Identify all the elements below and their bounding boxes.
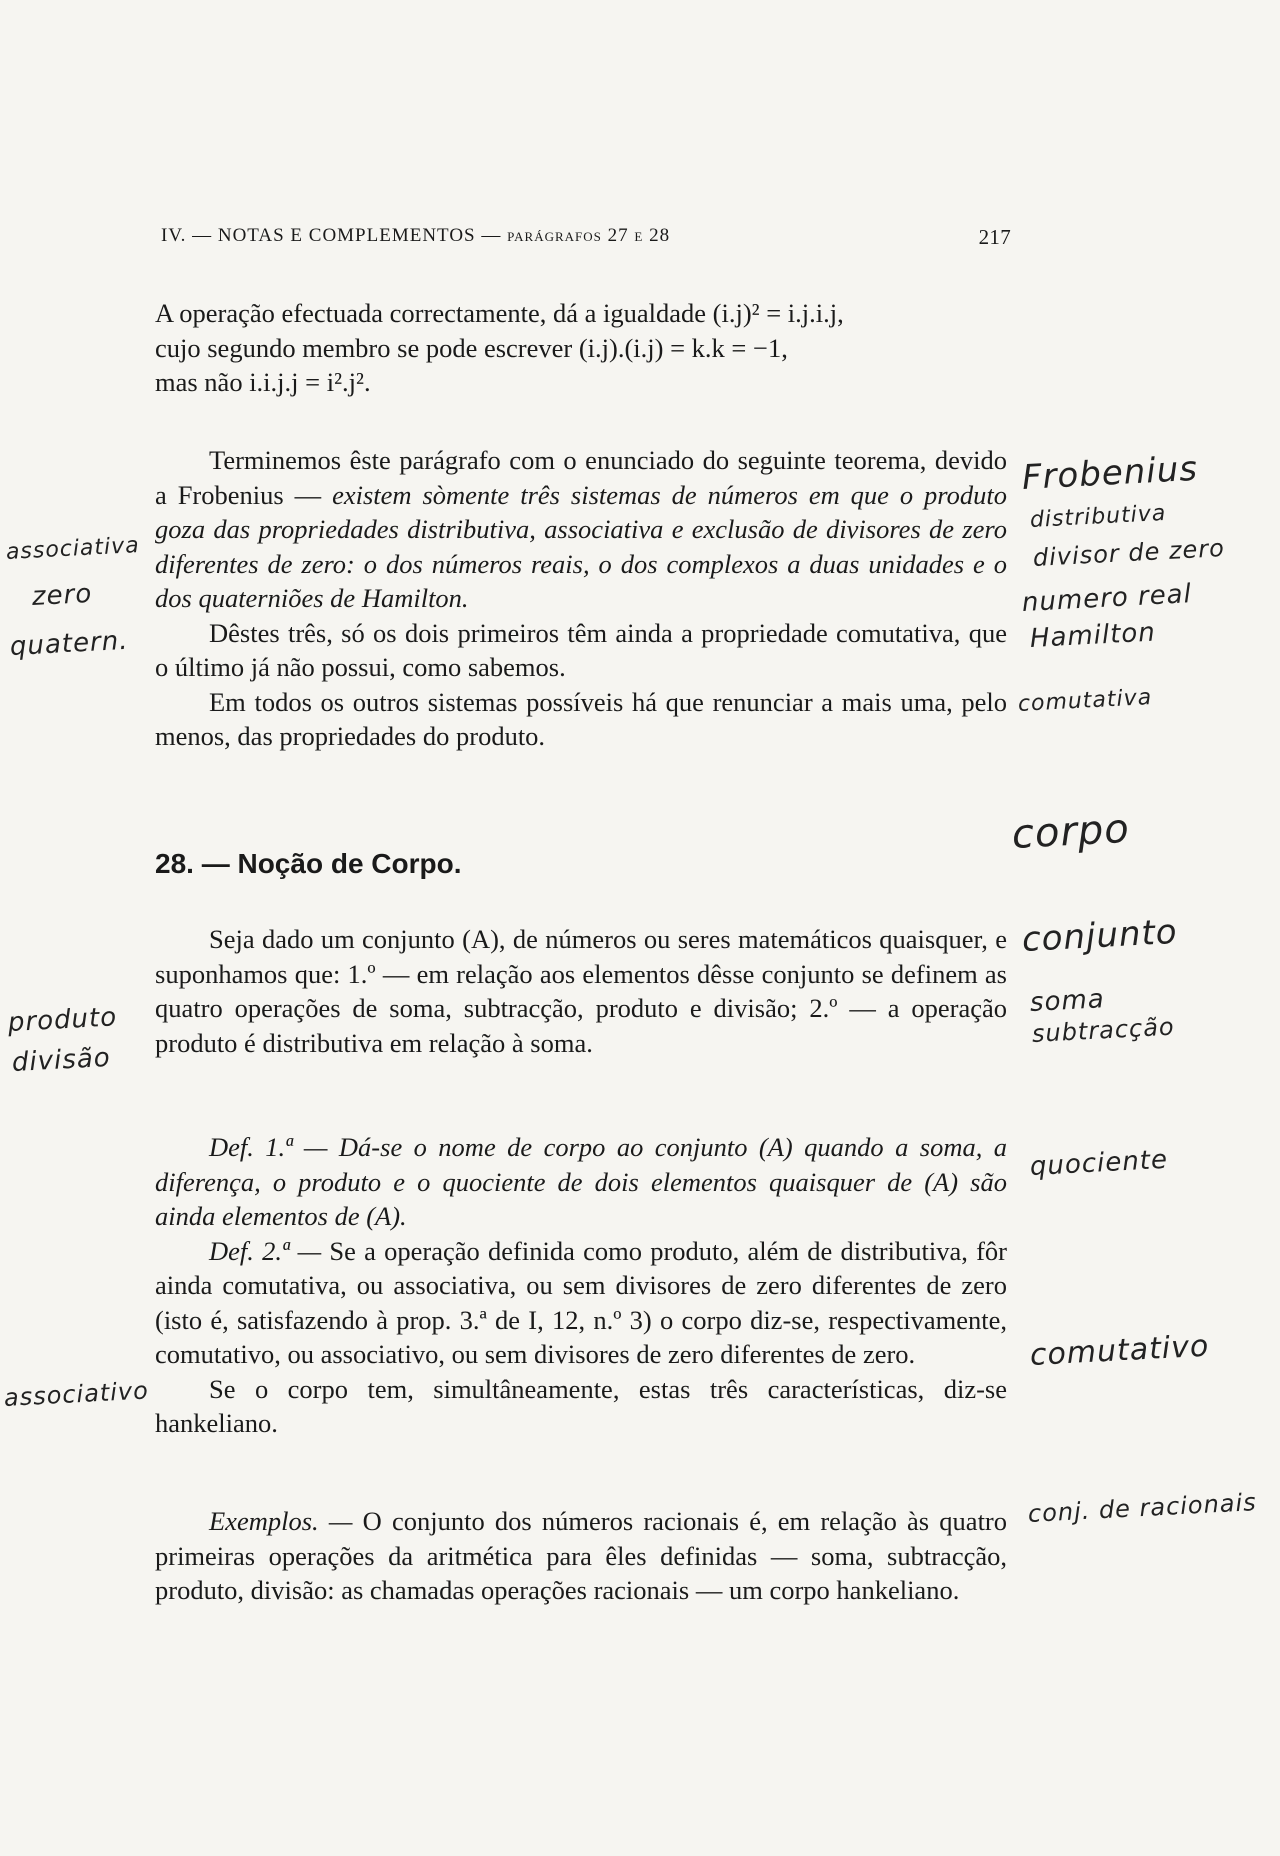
def1-text: Dá-se o nome de corpo ao conjunto (A) quando a soma, a diferença, o produto e o quociente de dois elementos quaisquer de (A) são ainda elementos de (A). — [155, 1132, 1008, 1231]
paragraph-frobenius — [155, 443, 1007, 754]
note-associativa: associativa — [5, 533, 141, 565]
examples-label: Exemplos. — — [209, 1506, 353, 1536]
note-distributiva: distributiva — [1029, 500, 1167, 533]
def2-label: Def. 2.ª — — [209, 1235, 322, 1266]
note-comutativa: comutativa — [1017, 684, 1153, 717]
paragraph-equality — [155, 296, 1007, 400]
note-numero-real: numero real — [1021, 579, 1193, 618]
paragraph-renunciar: Em todos os outros sistemas possíveis há que renunciar a mais uma, pelo menos, das propriedades do produto. — [155, 686, 1007, 751]
running-head: IV. — NOTAS E COMPLEMENTOS — parágrafos 27 e 28 — [161, 225, 671, 246]
paragraph-comutativa: Dêstes três, só os dois primeiros têm ainda a propriedade comutativa, que o último já não possui, como sabemos. — [155, 617, 1007, 682]
frobenius-theorem: existem sòmente três sistemas de números em que o produto goza das propriedades distributiva, associativa e exclusão de divisores de zero diferentes de zero: o dos números reais, o dos complexos a duas unidades e o dos quaterniões de Hamilton. — [155, 479, 1007, 613]
note-comutativo: comutativo — [1029, 1328, 1211, 1373]
note-associativo: associativo — [3, 1376, 150, 1412]
note-quaternioes: quatern. — [9, 625, 130, 662]
note-corpo: corpo — [1010, 805, 1131, 858]
note-soma: soma — [1029, 984, 1106, 1018]
note-hamilton: Hamilton — [1029, 617, 1157, 654]
def2-text: Se a operação definida como produto, além de distributiva, fôr ainda comutativa, ou associativa, ou sem divisores de zero diferentes de zero (isto é, satisfazendo à prop. 3.ª de I, 12, n.º 3) o corpo diz-se, respectivamente, comutativo, ou associativo, ou sem divisores de zero diferentes de zero. — [155, 1235, 1007, 1369]
frobenius-paragraph — [155, 443, 1007, 616]
note-quociente: quociente — [1029, 1144, 1169, 1182]
note-zero: zero — [31, 578, 93, 612]
equality-line-3: mas não i.i.j.j = i².j². — [155, 367, 371, 397]
note-conj-racionais: conj. de racionais — [1027, 1488, 1258, 1528]
note-divisor-zero: divisor de zero — [1032, 533, 1226, 572]
page-number: 217 — [978, 225, 1011, 249]
def1-label: Def. 1.ª — — [209, 1132, 328, 1162]
examples-body: O conjunto dos números racionais é, em relação às quatro primeiras operações da aritmética para êles definidas — soma, subtracção, produto, divisão: as chamadas operações racionais — um corpo hankeliano. — [155, 1506, 1008, 1605]
running-header — [161, 225, 1011, 247]
examples-text — [155, 1504, 1007, 1608]
paragraph-hankeliano: Se o corpo tem, simultâneamente, estas três características, diz-se hankeliano. — [155, 1373, 1007, 1438]
note-frobenius: Frobenius — [1020, 448, 1199, 498]
frobenius-intro: Terminemos êste parágrafo com o enunciado do seguinte teorema, devido a Frobenius — — [155, 445, 1007, 510]
section-title: 28. — Noção de Corpo. — [155, 848, 462, 879]
paragraph-conjunto — [155, 922, 1007, 1060]
conjunto-text: Seja dado um conjunto (A), de números ou seres matemáticos quaisquer, e suponhamos que: 1.º — em relação aos elementos dêsse conjunto se definem as quatro operações de soma, subtracção, produto e divisão; 2.º — a operação produto é distributiva em relação à soma. — [155, 924, 1007, 1058]
definition-1 — [155, 1130, 1007, 1234]
note-subtraccao: subtracção — [1031, 1012, 1176, 1048]
definition-2 — [155, 1234, 1007, 1372]
note-divisao: divisão — [11, 1042, 112, 1078]
paragraph-examples — [155, 1504, 1007, 1608]
note-produto: produto — [7, 1002, 118, 1038]
equality-line-2: cujo segundo membro se pode escrever (i.j).(i.j) = k.k = −1, — [155, 332, 788, 363]
note-conjunto: conjunto — [1020, 911, 1179, 960]
definitions-block — [155, 1130, 1007, 1441]
equality-line-1: A operação efectuada correctamente, dá a igualdade (i.j)² = i.j.i.j, — [155, 298, 844, 328]
